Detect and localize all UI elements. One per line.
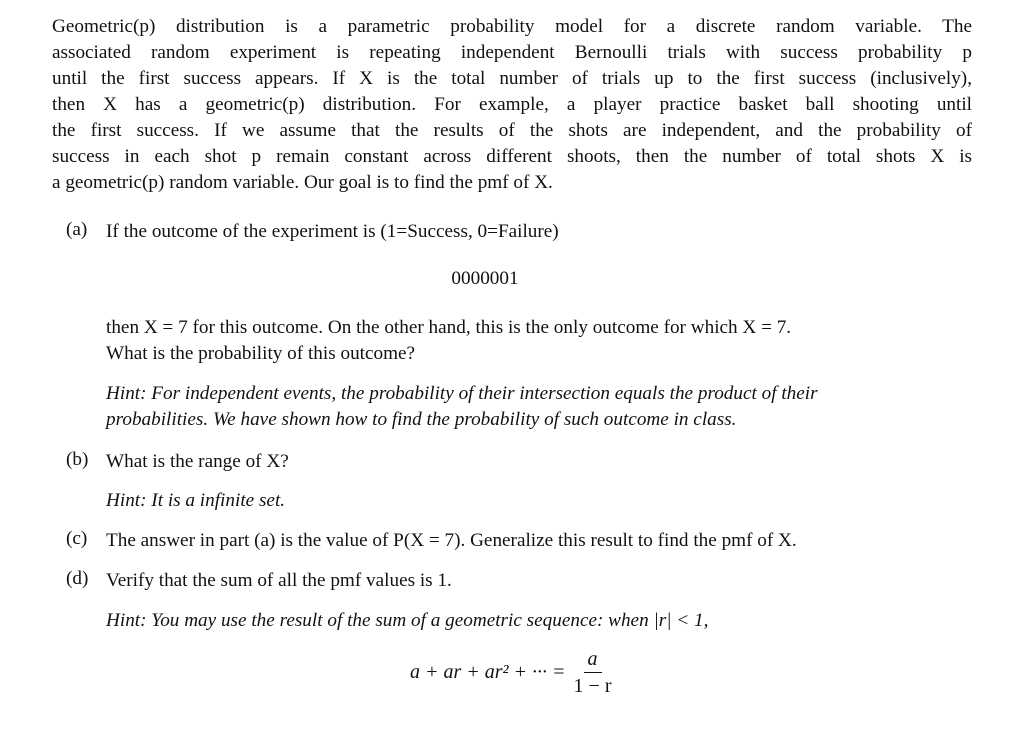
- part-a-hint-line1: Hint: For independent events, the probability of their intersection equals the product of their: [106, 383, 818, 404]
- part-c-text: The answer in part (a) is the value of P(X = 7). Generalize this result to find the pmf of X.: [106, 530, 797, 551]
- intro-line: then X has a geometric(p) distribution. For example, a player practice basket ball shooting until: [52, 94, 972, 115]
- outcome-sequence: 0000001: [451, 268, 519, 289]
- part-a-followup-line2: What is the probability of this outcome?: [106, 343, 416, 364]
- part-c-label: (c): [66, 528, 88, 549]
- part-d-text: Verify that the sum of all the pmf values is 1.: [106, 570, 452, 591]
- part-a-hint-line2: probabilities. We have shown how to find the probability of such outcome in class.: [106, 409, 737, 430]
- part-d-label: (d): [66, 568, 89, 589]
- intro-paragraph: [52, 14, 972, 196]
- fraction-numerator: a: [584, 648, 602, 673]
- part-b-label: (b): [66, 449, 89, 470]
- formula-fraction: [574, 648, 612, 697]
- formula-lhs: a + ar + ar² + ··· =: [410, 661, 566, 683]
- part-a-followup-line1: then X = 7 for this outcome. On the other hand, this is the only outcome for which X = 7.: [106, 317, 792, 338]
- geometric-series-formula: [410, 648, 612, 697]
- part-a-label: (a): [66, 219, 88, 240]
- intro-line: until the first success appears. If X is the total number of trials up to the first success (inclusively),: [52, 68, 972, 89]
- intro-line: Geometric(p) distribution is a parametric probability model for a discrete random variable. The: [52, 16, 972, 37]
- intro-line: the first success. If we assume that the results of the shots are independent, and the probability of: [52, 120, 972, 141]
- part-b-hint: Hint: It is a infinite set.: [106, 490, 286, 511]
- part-d-hint: Hint: You may use the result of the sum of a geometric sequence: when |r| < 1,: [106, 610, 709, 631]
- intro-line: success in each shot p remain constant across different shoots, then the number of total shots X is: [52, 146, 972, 167]
- document-page: [52, 14, 972, 196]
- fraction-denominator: 1 − r: [573, 675, 612, 697]
- part-a-text: If the outcome of the experiment is (1=Success, 0=Failure): [106, 221, 559, 242]
- part-b-text: What is the range of X?: [106, 451, 289, 472]
- intro-line: associated random experiment is repeating independent Bernoulli trials with success probability p: [52, 42, 972, 63]
- intro-line: a geometric(p) random variable. Our goal is to find the pmf of X.: [52, 172, 553, 193]
